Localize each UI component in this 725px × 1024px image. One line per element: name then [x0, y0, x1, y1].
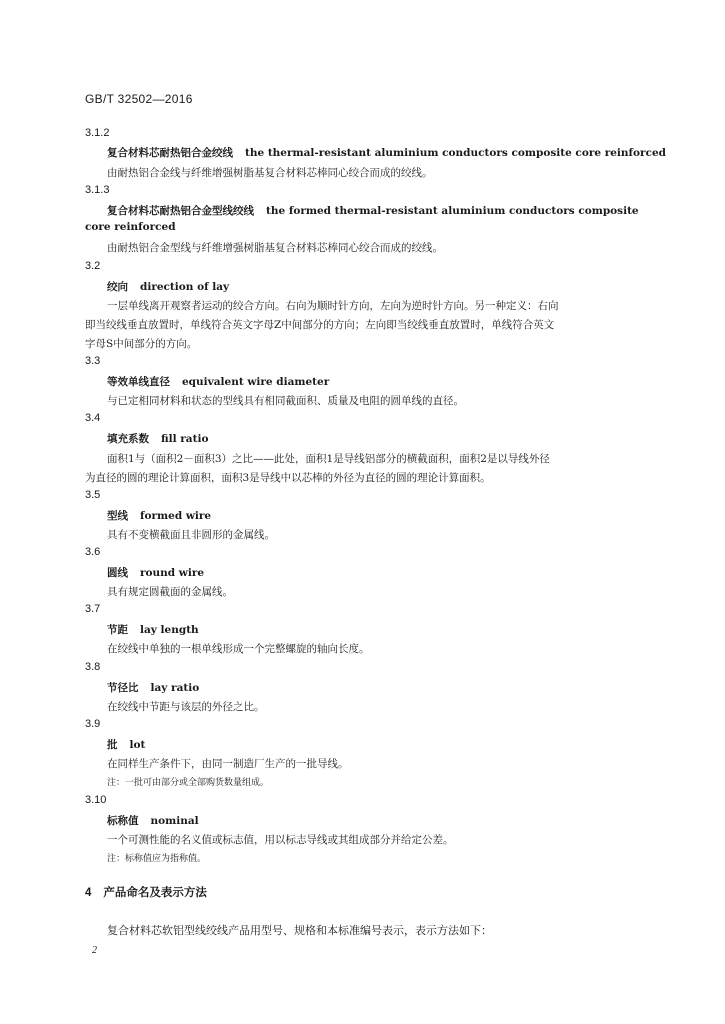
term-heading — [107, 737, 145, 752]
term-heading — [107, 431, 208, 446]
definition-line: 一个可测性能的名义值或标志值，用以标志导线或其组成部分并给定公差。 — [107, 834, 454, 846]
term-heading — [107, 145, 666, 160]
term-english: the thermal-resistant aluminium conductors composite core reinforced — [245, 147, 666, 159]
term-english: the formed thermal-resistant aluminium conductors composite — [266, 205, 639, 217]
term-english: formed wire — [140, 510, 212, 522]
clause-number: 3.2 — [85, 260, 101, 272]
term-heading — [107, 813, 199, 828]
term-chinese: 批 — [107, 739, 118, 751]
definition-line: 与已定相同材料和状态的型线具有相同截面积、质量及电阻的圆单线的直径。 — [107, 395, 464, 407]
definition-line: 在同样生产条件下，由同一制造厂生产的一批导线。 — [107, 758, 349, 770]
term-english: nominal — [150, 815, 199, 827]
definition-line: 即当绞线垂直放置时，单线符合英文字母Z中间部分的方向；左向即当绞线垂直放置时，单线符合英文 — [85, 319, 555, 331]
term-chinese: 节距 — [107, 624, 128, 636]
clause-number: 3.9 — [85, 718, 101, 730]
note: 注：标称值应为指称值。 — [107, 854, 207, 864]
note: 注：一批可由部分或全部购货数量组成。 — [107, 778, 270, 788]
term-heading — [107, 565, 204, 580]
page-number: 2 — [92, 945, 97, 956]
body-paragraph: 复合材料芯软铝型线绞线产品用型号、规格和本标准编号表示，表示方法如下： — [107, 924, 492, 937]
term-english: lot — [129, 739, 146, 751]
term-chinese: 标称值 — [107, 815, 139, 827]
definition-line: 由耐热铝合金线与纤维增强树脂基复合材料芯棒同心绞合而成的绞线。 — [107, 167, 433, 179]
term-heading — [107, 680, 199, 695]
term-english: direction of lay — [140, 281, 230, 293]
clause-number: 3.5 — [85, 489, 101, 501]
definition-line: 具有不变横截面且非圆形的金属线。 — [107, 529, 275, 541]
term-heading — [107, 203, 639, 218]
term-chinese: 等效单线直径 — [107, 376, 170, 388]
term-english: equivalent wire diameter — [182, 376, 330, 388]
term-english: lay ratio — [150, 682, 200, 694]
section-title: 产品命名及表示方法 — [103, 887, 207, 899]
clause-number: 3.1.2 — [85, 127, 110, 139]
term-chinese: 型线 — [107, 510, 128, 522]
page-header: GB/T 32502—2016 — [85, 92, 193, 106]
term-heading — [107, 508, 211, 523]
term-chinese: 填充系数 — [107, 433, 149, 445]
term-heading — [107, 279, 229, 294]
term-heading — [107, 374, 329, 389]
clause-number: 3.8 — [85, 661, 101, 673]
definition-line: 具有规定圆截面的金属线。 — [107, 586, 233, 598]
term-chinese: 节径比 — [107, 682, 139, 694]
term-chinese: 圆线 — [107, 567, 128, 579]
term-chinese: 复合材料芯耐热铝合金绞线 — [107, 147, 233, 159]
term-chinese: 绞向 — [107, 281, 128, 293]
clause-number: 3.10 — [85, 794, 107, 806]
clause-number: 3.7 — [85, 603, 101, 615]
term-english: lay length — [140, 624, 199, 636]
clause-number: 3.6 — [85, 546, 101, 558]
definition-line: 一层单线离开观察者运动的绞合方向。右向为顺时针方向，左向为逆时针方向。另一种定义：右向 — [107, 300, 559, 312]
term-heading — [107, 622, 199, 637]
clause-number: 3.4 — [85, 412, 101, 424]
section-number: 4 — [85, 887, 92, 899]
section-4-heading — [85, 884, 207, 900]
term-english: round wire — [140, 567, 205, 579]
term-english-continued: core reinforced — [85, 221, 176, 233]
clause-number: 3.3 — [85, 355, 101, 367]
clause-number: 3.1.3 — [85, 184, 110, 196]
definition-line: 在绞线中节距与该层的外径之比。 — [107, 701, 265, 713]
term-english: fill ratio — [161, 433, 209, 445]
definition-line: 面积1与（面积2－面积3）之比——此处，面积1是导线铝部分的横截面积，面积2是以导线外径 — [107, 453, 550, 465]
definition-line: 字母S中间部分的方向。 — [85, 338, 198, 350]
definition-line: 在绞线中单独的一根单线形成一个完整螺旋的轴向长度。 — [107, 643, 370, 655]
term-chinese: 复合材料芯耐热铝合金型线绞线 — [107, 205, 254, 217]
definition-line: 由耐热铝合金型线与纤维增强树脂基复合材料芯棒同心绞合而成的绞线。 — [107, 242, 443, 254]
definition-line: 为直径的圆的理论计算面积，面积3是导线中以芯棒的外径为直径的圆的理论计算面积。 — [85, 472, 491, 484]
